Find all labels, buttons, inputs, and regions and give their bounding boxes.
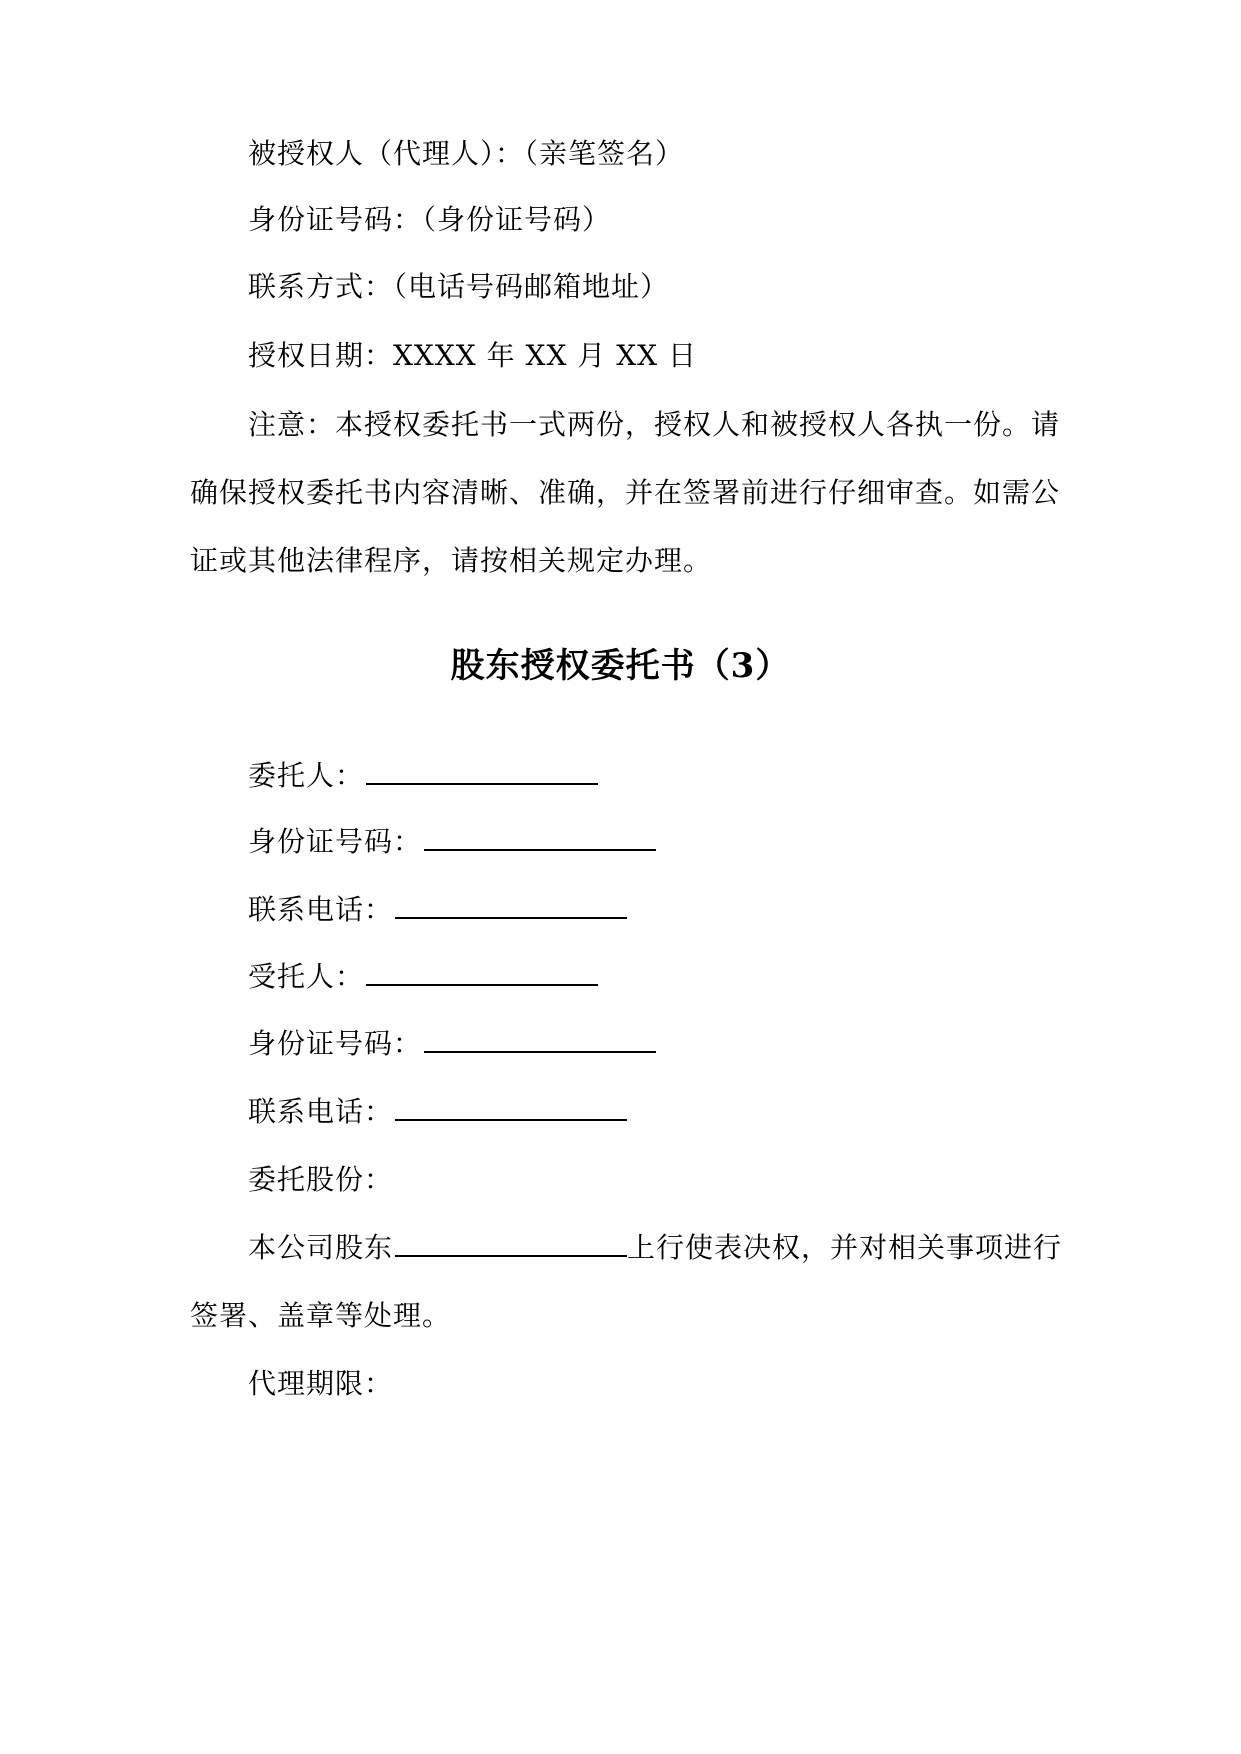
principal-blank[interactable] [366,759,598,785]
trustee-phone-blank[interactable] [395,1095,627,1121]
shares-label: 委托股份： [248,1163,394,1196]
note-text-3: 证或其他法律程序，请按相关规定办理。 [190,544,713,577]
principal-phone-line [248,890,627,930]
principal-phone-label: 联系电话： [248,893,394,926]
shareholder-blank[interactable] [395,1231,627,1257]
agent-signature-line [248,134,684,174]
principal-label: 委托人： [248,759,365,792]
body-line-1 [248,1228,1062,1268]
note-text-1: 注意：本授权委托书一式两份，授权人和被授权人各执一份。请 [248,408,1061,441]
note-text-2: 确保授权委托书内容清晰、准确，并在签署前进行仔细审查。如需公 [190,476,1061,509]
body-prefix: 本公司股东 [248,1231,394,1264]
agent-contact-line [248,267,669,307]
agent-signature-text: 被授权人（代理人）：（亲笔签名） [248,137,685,170]
agent-id-line [248,200,611,240]
document-title: 股东授权委托书（3） [450,646,791,686]
trustee-id-line [248,1024,656,1064]
body-suffix: 上行使表决权，并对相关事项进行 [627,1231,1063,1264]
trustee-phone-label: 联系电话： [248,1095,394,1128]
note-line-3 [190,541,712,581]
authorization-date-line [248,336,697,376]
trustee-id-label: 身份证号码： [248,1027,423,1060]
principal-id-line [248,822,656,862]
agent-contact-text: 联系方式：（电话号码邮箱地址） [248,270,670,303]
trustee-phone-line [248,1092,627,1132]
principal-id-label: 身份证号码： [248,825,423,858]
trustee-id-blank[interactable] [424,1027,656,1053]
note-line-1 [248,405,1060,445]
term-line [248,1364,393,1404]
term-label: 代理期限： [248,1367,394,1400]
trustee-line [248,957,598,997]
trustee-blank[interactable] [366,960,598,986]
body-text-2: 签署、盖章等处理。 [190,1299,452,1332]
agent-id-text: 身份证号码：（身份证号码） [248,203,612,236]
shares-line [248,1160,393,1200]
authorization-date-text: 授权日期：XXXX 年 XX 月 XX 日 [248,339,697,372]
principal-phone-blank[interactable] [395,893,627,919]
body-line-2 [190,1296,451,1336]
principal-line [248,756,598,796]
note-line-2 [190,473,1060,513]
trustee-label: 受托人： [248,960,365,993]
principal-id-blank[interactable] [424,825,656,851]
